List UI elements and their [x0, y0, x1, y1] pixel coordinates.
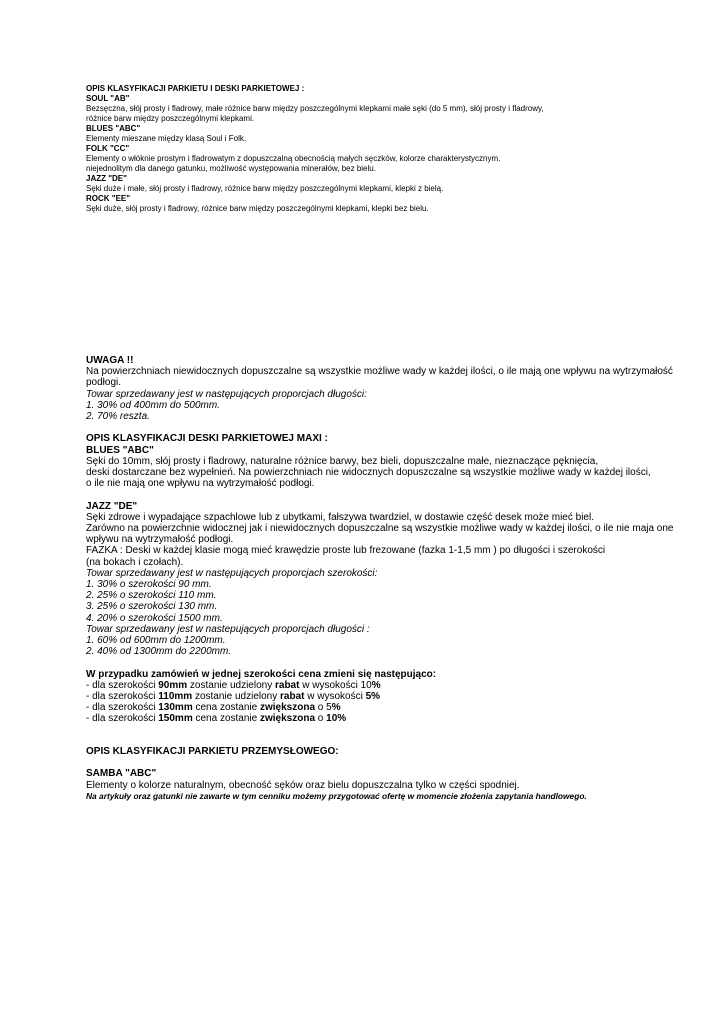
length-proportions-intro: Towar sprzedawany jest w nastepujących proporcjach długości : — [86, 623, 370, 635]
width-item: 4. 20% o szerokości 1500 mm. — [86, 612, 223, 624]
industrial-section — [86, 746, 686, 802]
warning-text: Na powierzchniach niewidocznych dopuszczalne są wszystkie możliwe wady w każdej ilości, o ile mają one wpływu na wytrzymałość podłogi. — [86, 366, 673, 389]
class-desc: Elementy mieszane między klasą Soul i Folk. — [86, 134, 247, 143]
width-proportions-intro: Towar sprzedawany jest w następujących proporcjach szerokości: — [86, 567, 378, 579]
class-name-jazz: JAZZ "DE" — [86, 174, 127, 183]
class-desc: różnice barw między poszczególnymi klepkami. — [86, 114, 255, 123]
fazka-note: FAZKA : Deski w każdej klasie mogą mieć krawędzie proste lub frezowane (fazka 1-1,5 mm ) po długości i szerokości — [86, 545, 606, 557]
offer-note: Na artykuły oraz gatunki nie zawarte w tym cenniku możemy przygotować ofertę w momencie złożenia zapytania handlowego. — [86, 790, 587, 801]
maxi-class-name-blues: BLUES "ABC" — [86, 444, 154, 456]
width-item: 1. 30% o szerokości 90 mm. — [86, 579, 212, 591]
class-desc: Bezsęczna, słój prosty i fladrowy, małe różnice barw między poszczególnymi klepkami małe sęki (do 5 mm), słój prosty i fladrowy, — [86, 104, 544, 113]
maxi-class-desc: deski dostarczane bez wypełnień. Na powierzchniach nie widocznych dopuszczalne są wszystkie możliwe wady w każdej ilości, — [86, 467, 651, 479]
fazka-note: (na bokach i czołach). — [86, 556, 184, 568]
industrial-class-name-samba: SAMBA "ABC" — [86, 768, 157, 780]
class-desc: niejednolitym dla danego gatunku, możliwość występowania minerałów, bez bielu. — [86, 164, 376, 173]
class-name-folk: FOLK "CC" — [86, 144, 130, 153]
maxi-class-desc: Sęki do 10mm, słój prosty i fladrowy, naturalne różnice barwy, bez bieli, dopuszczalne małe, nieznaczące pęknięcia, — [86, 455, 599, 467]
proportion-item: 1. 30% od 400mm do 500mm. — [86, 399, 220, 411]
class-desc: Sęki duże, słój prosty i fladrowy, różnice barw między poszczególnymi klepkami, klepki bez bielu. — [86, 204, 429, 213]
pricing-row: - dla szerokości 130mm cena zostanie zwiększona o 5% — [86, 702, 341, 714]
industrial-class-desc: Elementy o kolorze naturalnym, obecność sęków oraz bielu dopuszczalna tylko w części spodniej. — [86, 779, 520, 791]
parquet-classification-section — [86, 84, 686, 214]
maxi-class-desc: Zarówno na powierzchnie widocznej jak i niewidocznych dopuszczalne są wszystkie możliwe wady w każdej ilości, o ile nie maja one wpływu na wytrzymałość podłogi. — [86, 523, 674, 546]
width-item: 2. 25% o szerokości 110 mm. — [86, 590, 217, 602]
class-desc: Sęki duże i małe, słój prosty i fladrowy, różnice barw między poszczególnymi klepkami, klepki z bielą. — [86, 184, 444, 193]
pricing-row: - dla szerokości 150mm cena zostanie zwiększona o 10% — [86, 713, 347, 725]
warning-title: UWAGA !! — [86, 355, 134, 366]
pricing-row: - dla szerokości 90mm zostanie udzielony rabat w wysokości 10% — [86, 679, 381, 691]
class-name-blues: BLUES "ABC" — [86, 124, 141, 133]
proportion-item: 2. 70% reszta. — [86, 411, 150, 423]
pricing-heading: W przypadku zamówień w jednej szerokości cena zmieni się następująco: — [86, 668, 437, 680]
maxi-section — [86, 355, 676, 725]
maxi-class-name-jazz: JAZZ "DE" — [86, 500, 138, 512]
pricing-row: - dla szerokości 110mm zostanie udzielony rabat w wysokości 5% — [86, 691, 381, 703]
class-name-soul: SOUL "AB" — [86, 94, 130, 103]
class-desc: Elementy o włóknie prostym i fladrowatym z dopuszczalną obecnością małych sęczków, kolorze charakterystycznym. — [86, 154, 501, 163]
length-item: 2. 40% od 1300mm do 2200mm. — [86, 646, 232, 658]
maxi-class-desc: o ile nie mają one wpływu na wytrzymałość podłogi. — [86, 478, 315, 490]
maxi-class-desc: Sęki zdrowe i wypadające szpachlowe lub z ubytkami, fałszywa twardziel, w dostawie część desek może mieć biel. — [86, 511, 594, 523]
section-heading: OPIS KLASYFIKACJI PARKIETU I DESKI PARKIETOWEJ : — [86, 84, 305, 93]
length-proportions-intro: Towar sprzedawany jest w następujących proporcjach długości: — [86, 388, 367, 400]
class-name-rock: ROCK "EE" — [86, 194, 131, 203]
width-item: 3. 25% o szerokości 130 mm. — [86, 601, 218, 613]
maxi-heading: OPIS KLASYFIKACJI DESKI PARKIETOWEJ MAXI : — [86, 433, 328, 445]
length-item: 1. 60% od 600mm do 1200mm. — [86, 635, 226, 647]
industrial-heading: OPIS KLASYFIKACJI PARKIETU PRZEMYSŁOWEGO: — [86, 746, 339, 757]
